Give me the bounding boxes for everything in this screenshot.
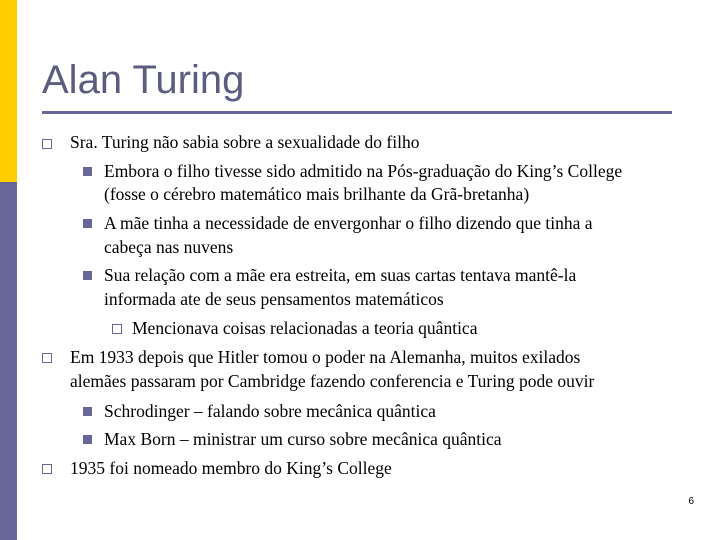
bullet-square-filled-icon [83, 435, 92, 444]
bullet-text: Sra. Turing não sabia sobre a sexualidade do filho [70, 132, 420, 152]
bullet-text-continuation: cabeça nas nuvens [104, 237, 234, 257]
slide-title: Alan Turing [42, 58, 245, 102]
bullet-text-continuation: alemães passaram por Cambridge fazendo conferencia e Turing pode ouvir [70, 371, 595, 391]
bullet-square-outline-icon [42, 464, 52, 474]
bullet-text: Sua relação com a mãe era estreita, em suas cartas tentava mantê-la [104, 265, 577, 285]
bullet-text-continuation: informada ate de seus pensamentos matemáticos [104, 289, 444, 309]
bullet-square-filled-icon [83, 167, 92, 176]
bullet-text: Mencionava coisas relacionadas a teoria quântica [132, 318, 478, 338]
bullet-square-filled-icon [83, 219, 92, 228]
bullet-text: Max Born – ministrar um curso sobre mecânica quântica [104, 429, 502, 449]
bullet-square-outline-icon [42, 139, 52, 149]
page-number: 6 [688, 496, 694, 507]
bullet-text: Embora o filho tivesse sido admitido na Pós-graduação do King’s College [104, 161, 623, 181]
bullet-text: A mãe tinha a necessidade de envergonhar o filho dizendo que tinha a [104, 213, 593, 233]
bullet-text: Schrodinger – falando sobre mecânica quântica [104, 401, 436, 421]
bullet-square-filled-icon [83, 407, 92, 416]
bullet-text: Em 1933 depois que Hitler tomou o poder na Alemanha, muitos exilados [70, 347, 581, 367]
bullet-text-continuation: (fosse o cérebro matemático mais brilhante da Grã-bretanha) [104, 184, 530, 204]
bullet-square-outline-icon [42, 353, 52, 363]
bullet-square-outline-icon [112, 324, 122, 334]
bullet-text: 1935 foi nomeado membro do King’s College [70, 458, 392, 478]
bullet-square-filled-icon [83, 271, 92, 280]
